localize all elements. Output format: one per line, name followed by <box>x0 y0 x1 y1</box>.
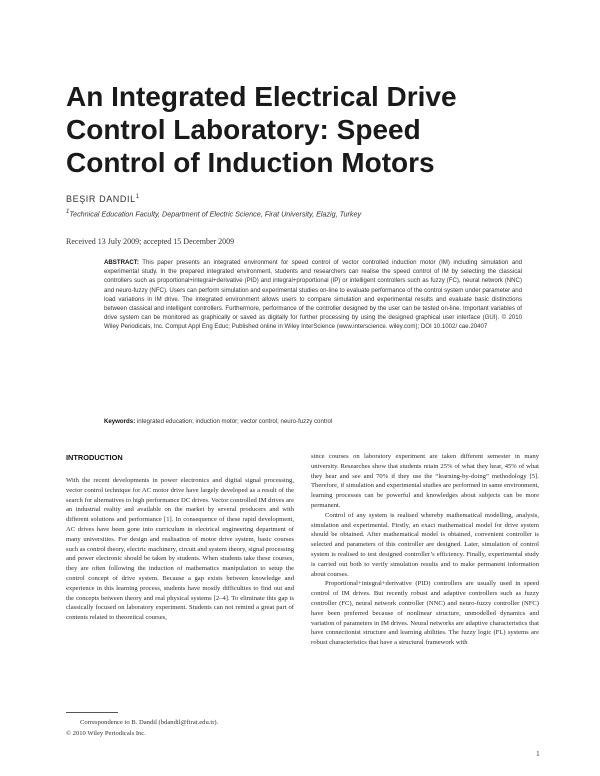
affiliation-text: Technical Education Faculty, Department of Electric Science, Firat University, Elazig, Turkey <box>69 209 362 219</box>
paragraph: With the recent developments in power electronics and digital signal processing, vector control technique for AC motor drive have largely developed as a result of the search for alternatives to high performance DC drives. Vector controlled IM drives are an industrial reality and available on the market by several producers and with different solutions and performance [1]. In consequence of these rapid development, AC drives have been gone into curriculum in electrical engineering department of many universities. For design and realisation of motor drive system, basic courses such as control theory, electric machinery, circuit and system theory, signal processing and power electronic should be taken by students. When students take these courses, they are often following the induction of mathematics manipulation to setup the control concept of drive system. Because a gap exists between knowledge and experience in this learning process, students have mostly difficulties to find out and the concepts between theory and real physical systems [2–4]. To eliminate this gap is classically focused on laboratory experiment. Students can not remind a great part of contents related to theoretical courses, <box>66 477 294 622</box>
abstract <box>104 258 522 332</box>
keywords-label: Keywords: <box>104 418 136 425</box>
paper-title <box>66 80 546 179</box>
footnote <box>66 717 218 739</box>
abstract-text: This paper presents an integrated environment for speed control of vector controlled induction motor (IM) including simulation and experimental study. In the prepared integrated environment, students and researchers can realise the speed control of IM by selecting the classical controllers such as proportional+integral+derivative (PID) and integral+proportional (IP) or intelligent controllers such as fuzzy (FC), neural network (NNC) and neuro-fuzzy (NFC). Users can perform simulation and experimental studies on-line to evaluate performance of the control system under parameter and load variations in IM drive. The integrated environment allows users to compare simulation and experimental results and evaluate basic distinctions between classical and intelligent controllers. Furthermore, performance of the controller designed by the user can be tested on-line. Important variables of drive system can be monitored as graphically or saved as digitally for further processing by using the designed graphical user interface (GUI). © 2010 Wiley Periodicals, Inc. Comput Appl Eng Educ; Published online in Wiley InterScience (www.interscience. wiley.com); DOI 10.1002/ cae.20407 <box>104 259 522 331</box>
footnote-rule <box>66 712 118 713</box>
paragraph: since courses on laboratory experiment are taken different semester in many university. Researches show that students retain 25% of what they hear, 45% of what they hear and see and 70% if they use the “learning-by-doing” methodology [5]. Therefore, if simulation and experimental studies are performed in same environment, learning processes can be powerful and knowledges about subjects can be more permanent. <box>311 453 539 509</box>
author-affil-mark: 1 <box>135 194 140 200</box>
affiliation-mark: 1 <box>66 209 70 215</box>
abstract-label: ABSTRACT: <box>104 259 139 266</box>
keywords <box>104 418 522 425</box>
copyright-note: © 2010 Wiley Periodicals Inc. <box>66 730 146 737</box>
title-line: Control Laboratory: Speed <box>66 114 421 145</box>
correspondence-note: Correspondence to B. Dandil (bdandil@firat.edu.tr). <box>80 719 219 726</box>
author-name: BEŞIR DANDIL <box>66 194 136 204</box>
right-column <box>311 452 539 648</box>
paragraph: Proportional+integral+derivative (PID) controllers are usually used in speed control of IM drives. But recently robust and adaptive controllers such as fuzzy controller (FC), neural network controller (NNC) and neuro-fuzzy controller (NFC) have been preferred because of nonlinear structure, unmodelled dynamics and variation of parameters in IM drives. Neural networks are adaptive characteristics that have connectionist structure and learning abilities. The fuzzy logic (FL) systems are robust characteristics that have a structural framework with <box>311 580 539 647</box>
keywords-text: integrated education; induction motor; vector control; neuro-fuzzy control <box>136 418 333 425</box>
affiliation <box>66 209 361 218</box>
paragraph: Control of any system is realised whereby mathematical modelling, analysis, simulation and experimental. Firstly, an exact mathematical model for drive system should be obtained. After mathematical model is obtained, convenient controller is selected and parameters of this controller are designed. Later, simulation of control system is realised to test designed controller’s efficiency. Finally, experimental study is carried out both to verify simulation results and to make permanent information about courses. <box>311 511 539 578</box>
section-heading: INTRODUCTION <box>66 453 123 462</box>
title-line: Control of Induction Motors <box>66 147 435 178</box>
title-line: An Integrated Electrical Drive <box>66 81 457 112</box>
left-column <box>66 476 294 623</box>
author <box>66 194 140 204</box>
page-number: 1 <box>536 749 540 758</box>
received-dates: Received 13 July 2009; accepted 15 December 2009 <box>66 237 235 246</box>
